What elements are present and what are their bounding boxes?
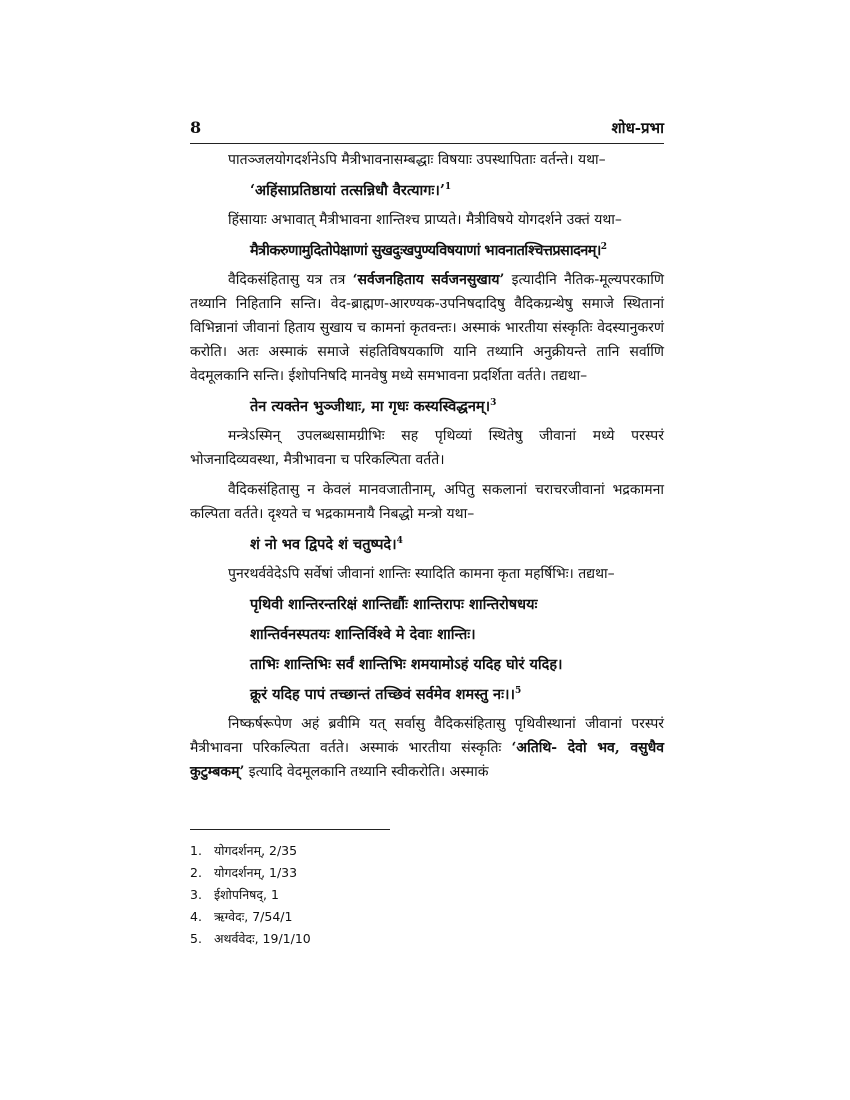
paragraph-7-bold: ‘अतिथि- देवो भव, वसुधैव कुटुम्बकम्’ <box>190 740 665 780</box>
paragraph-2: हिंसायाः अभावात् मैत्रीभावना शान्तिश्च प्राप्यते। मैत्रीविषये योगदर्शने उक्तं यथा– <box>228 212 622 228</box>
footnote-text: ईशोपनिषद्, 1 <box>214 887 279 902</box>
footnote-ref-4: 4 <box>396 536 403 547</box>
footnote-number: 5. <box>190 931 202 946</box>
verse-3-text: तेन त्यक्तेन भुञ्जीथाः, मा गृधः कस्यस्विद्धनम्। <box>250 398 491 415</box>
verse-1-text: ‘अहिंसाप्रतिष्ठायां तत्सन्निधौ वैरत्यागः।’ <box>250 182 445 199</box>
footnote-2 <box>190 862 311 884</box>
footnote-rule <box>190 829 390 830</box>
footnote-ref-3: 3 <box>490 398 497 409</box>
verse-5-line-4 <box>190 682 664 708</box>
paragraph-7-part-c: इत्यादि वेदमूलकानि तथ्यानि स्वीकरोति। अस्माकं <box>244 764 489 780</box>
header-rule <box>190 143 664 144</box>
running-title: शोध-प्रभा <box>611 119 664 137</box>
verse-5-line-4-text: क्रूरं यदिह पापं तच्छान्तं तच्छिवं सर्वमेव शमस्तु नः।। <box>250 686 516 703</box>
footnote-text: योगदर्शनम्, 1/33 <box>214 865 298 880</box>
footnote-number: 2. <box>190 865 202 880</box>
verse-4-text: शं नो भव द्विपदे शं चतुष्पदे। <box>250 536 397 553</box>
footnote-ref-5: 5 <box>515 686 522 697</box>
verse-5-line-1: पृथिवी शान्तिरन्तरिक्षं शान्तिर्द्यौः शान्तिरापः शान्तिरोषधयः <box>250 596 538 613</box>
verse-1 <box>190 178 664 204</box>
footnote-number: 3. <box>190 887 202 902</box>
page-number: 8 <box>190 118 202 137</box>
paragraph-3-part-c: इत्यादीनि नैतिक-मूल्यपरकाणि तथ्यानि निहितानि सन्ति। वेद-ब्राह्मण-आरण्यक-उपनिषदादिषु वैदिकग्रन्थेषु समाजे स्थितानां विभिन्नानां जीवानां हिताय सुखाय च कामनां कृतवन्तः। अस्माकं भारतीया संस्कृतिः वेदस्यानुकरणं करोति। अतः अस्माकं समाजे संहतिविषयकाणि यानि तथ्यानि अनुक्रीयन्ते तानि सर्वाणि वेदमूलकानि सन्ति। ईशोपनिषदि मानवेषु मध्ये समभावना प्रदर्शिता वर्तते। तद्यथा– <box>190 272 664 384</box>
paragraph-5: वैदिकसंहितासु न केवलं मानवजातीनाम्, अपितु सकलानां चराचरजीवानां भद्रकामना कल्पिता वर्तते। दृश्यते च भद्रकामनायै निबद्धो मन्त्रो यथा– <box>190 482 664 522</box>
footnote-4 <box>190 906 311 928</box>
paragraph-6: पुनरथर्ववेदेऽपि सर्वेषां जीवानां शान्तिः स्यादिति कामना कृता महर्षिभिः। तद्यथा– <box>228 566 615 582</box>
footnotes <box>190 840 311 950</box>
footnote-text: योगदर्शनम्, 2/35 <box>214 843 298 858</box>
verse-4 <box>190 532 664 558</box>
paragraph-1: पातञ्जलयोगदर्शनेऽपि मैत्रीभावनासम्बद्धाः विषयाः उपस्थापिताः वर्तन्ते। यथा– <box>228 152 606 168</box>
paragraph-3-part-a: वैदिकसंहितासु यत्र तत्र <box>228 272 353 288</box>
footnote-ref-1: 1 <box>444 182 452 193</box>
paragraph-4: मन्त्रेऽस्मिन् उपलब्धसामग्रीभिः सह पृथिव्यां स्थितेषु जीवानां मध्ये परस्परं भोजनादिव्यवस्था, मैत्रीभावना च परिकल्पिता वर्तते। <box>190 428 664 468</box>
verse-5-line-3: ताभिः शान्तिभिः सर्वं शान्तिभिः शमयामोऽहं यदिह घोरं यदिह। <box>250 656 563 673</box>
footnote-3 <box>190 884 311 906</box>
verse-5-line-2: शान्तिर्वनस्पतयः शान्तिर्विश्वे मे देवाः शान्तिः। <box>250 626 476 643</box>
footnote-1 <box>190 840 311 862</box>
verse-3 <box>190 394 664 420</box>
footnote-text: अथर्ववेदः, 19/1/10 <box>214 931 311 946</box>
page-body <box>190 148 664 790</box>
paragraph-7 <box>190 712 664 784</box>
verse-2 <box>190 238 664 264</box>
footnote-number: 4. <box>190 909 202 924</box>
paragraph-3-bold: ‘सर्वजनहिताय सर्वजनसुखाय’ <box>352 272 505 288</box>
paragraph-3 <box>190 268 664 388</box>
paragraph-7-part-a: निष्कर्षरूपेण अहं ब्रवीमि यत् सर्वासु वैदिकसंहितासु पृथिवीस्थानां जीवानां परस्परं मैत्रीभावना परिकल्पिता वर्तते। अस्माकं भारतीया संस्कृतिः <box>190 716 664 756</box>
footnote-number: 1. <box>190 843 202 858</box>
verse-2-text: मैत्रीकरुणामुदितोपेक्षाणां सुखदुःखपुण्यविषयाणां भावनातश्चित्तप्रसादनम्। <box>250 242 601 259</box>
footnote-text: ऋग्वेदः, 7/54/1 <box>214 909 293 924</box>
verse-5 <box>190 592 664 708</box>
footnote-5 <box>190 928 311 950</box>
footnote-ref-2: 2 <box>600 242 607 253</box>
